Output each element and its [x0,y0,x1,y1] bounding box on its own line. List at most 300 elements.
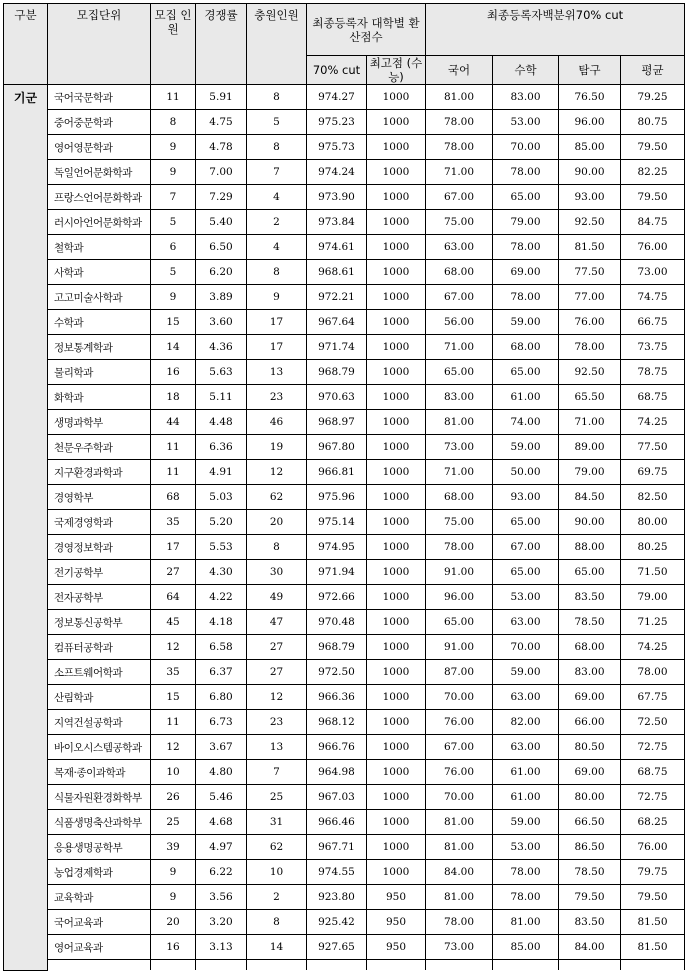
competition-cell: 5.11 [196,385,247,410]
table-row [4,85,685,110]
average-cell: 74.25 [621,410,685,435]
inquiry-cell: 81.50 [559,235,621,260]
korean-cell: 78.00 [426,135,493,160]
header-cut70: 70% cut [307,56,367,85]
dept-cell: 교육학과 [48,885,151,910]
max-score-cell: 1000 [367,785,426,810]
cut70-cell: 970.48 [307,610,367,635]
table-row [4,835,685,860]
cut70-cell: 966.46 [307,810,367,835]
dept-cell: 고고미술사학과 [48,285,151,310]
math-cell: 70.00 [493,135,559,160]
max-score-cell: 1000 [367,335,426,360]
dept-cell: 천문우주학과 [48,435,151,460]
quota-cell: 25 [151,810,196,835]
extra-cell: 49 [247,585,307,610]
cut70-cell: 972.50 [307,660,367,685]
extra-cell: 27 [247,635,307,660]
quota-cell: 68 [151,485,196,510]
max-score-cell: 1000 [367,110,426,135]
math-cell: 63.00 [493,735,559,760]
table-row-cutoff [4,960,685,971]
cut70-cell: 975.96 [307,485,367,510]
dept-cell: 응용생명공학부 [48,835,151,860]
quota-cell: 18 [151,385,196,410]
table-row [4,360,685,385]
dept-cell: 프랑스언어문화학과 [48,185,151,210]
average-cell: 68.25 [621,810,685,835]
math-cell: 83.00 [493,85,559,110]
cut70-cell: 975.73 [307,135,367,160]
inquiry-cell: 86.50 [559,835,621,860]
korean-cell: 70.00 [426,785,493,810]
competition-cell: 6.37 [196,660,247,685]
header-dept: 모집단위 [48,4,151,85]
cut70-cell: 972.21 [307,285,367,310]
empty-cell [367,960,426,971]
dept-cell: 지역건설공학과 [48,710,151,735]
average-cell: 79.50 [621,885,685,910]
max-score-cell: 1000 [367,635,426,660]
group-label: 기군 [4,85,48,971]
table-row [4,735,685,760]
math-cell: 50.00 [493,460,559,485]
cut70-cell: 974.95 [307,535,367,560]
math-cell: 65.00 [493,185,559,210]
cut70-cell: 972.66 [307,585,367,610]
korean-cell: 78.00 [426,910,493,935]
average-cell: 76.00 [621,235,685,260]
average-cell: 79.75 [621,860,685,885]
average-cell: 79.50 [621,185,685,210]
quota-cell: 15 [151,685,196,710]
cut70-cell: 974.55 [307,860,367,885]
table-row [4,860,685,885]
extra-cell: 30 [247,560,307,585]
inquiry-cell: 77.00 [559,285,621,310]
math-cell: 63.00 [493,685,559,710]
extra-cell: 17 [247,310,307,335]
extra-cell: 23 [247,710,307,735]
cut70-cell: 968.12 [307,710,367,735]
header-gubun: 구분 [4,4,48,85]
max-score-cell: 950 [367,885,426,910]
average-cell: 67.75 [621,685,685,710]
average-cell: 73.00 [621,260,685,285]
max-score-cell: 1000 [367,860,426,885]
dept-cell: 국어교육과 [48,910,151,935]
inquiry-cell: 83.50 [559,910,621,935]
max-score-cell: 1000 [367,410,426,435]
competition-cell: 6.73 [196,710,247,735]
inquiry-cell: 96.00 [559,110,621,135]
max-score-cell: 1000 [367,485,426,510]
dept-cell: 국제경영학과 [48,510,151,535]
max-score-cell: 1000 [367,210,426,235]
average-cell: 77.50 [621,435,685,460]
empty-cell [559,960,621,971]
extra-cell: 7 [247,760,307,785]
extra-cell: 12 [247,460,307,485]
extra-cell: 62 [247,485,307,510]
empty-cell [307,960,367,971]
competition-cell: 4.18 [196,610,247,635]
table-row [4,585,685,610]
table-row [4,435,685,460]
quota-cell: 45 [151,610,196,635]
extra-cell: 17 [247,335,307,360]
header-max-score: 최고점 (수능) [367,56,426,85]
competition-cell: 6.58 [196,635,247,660]
empty-cell [426,960,493,971]
max-score-cell: 1000 [367,560,426,585]
cut70-cell: 968.97 [307,410,367,435]
korean-cell: 83.00 [426,385,493,410]
max-score-cell: 1000 [367,85,426,110]
competition-cell: 4.97 [196,835,247,860]
header-average: 평균 [621,56,685,85]
quota-cell: 11 [151,460,196,485]
dept-cell: 국어국문학과 [48,85,151,110]
average-cell: 80.75 [621,110,685,135]
header-competition: 경쟁률 [196,4,247,85]
cut70-cell: 970.63 [307,385,367,410]
table-row [4,260,685,285]
korean-cell: 87.00 [426,660,493,685]
quota-cell: 16 [151,935,196,960]
inquiry-cell: 90.00 [559,510,621,535]
korean-cell: 68.00 [426,260,493,285]
average-cell: 74.75 [621,285,685,310]
table-row [4,685,685,710]
quota-cell: 20 [151,910,196,935]
average-cell: 79.25 [621,85,685,110]
inquiry-cell: 92.50 [559,210,621,235]
cut70-cell: 966.76 [307,735,367,760]
max-score-cell: 1000 [367,610,426,635]
inquiry-cell: 65.50 [559,385,621,410]
average-cell: 79.50 [621,135,685,160]
table-row [4,560,685,585]
header-inquiry: 탐구 [559,56,621,85]
math-cell: 61.00 [493,785,559,810]
header-final-score-group: 최종등록자 대학별 환산점수 [307,4,426,56]
average-cell: 72.75 [621,785,685,810]
max-score-cell: 1000 [367,285,426,310]
max-score-cell: 1000 [367,735,426,760]
cut70-cell: 973.90 [307,185,367,210]
quota-cell: 11 [151,710,196,735]
extra-cell: 8 [247,910,307,935]
competition-cell: 5.63 [196,360,247,385]
extra-cell: 13 [247,735,307,760]
math-cell: 74.00 [493,410,559,435]
extra-cell: 8 [247,260,307,285]
dept-cell: 영어교육과 [48,935,151,960]
average-cell: 78.00 [621,660,685,685]
average-cell: 69.75 [621,460,685,485]
math-cell: 78.00 [493,860,559,885]
average-cell: 71.50 [621,560,685,585]
inquiry-cell: 76.50 [559,85,621,110]
dept-cell: 사학과 [48,260,151,285]
dept-cell: 식물자원환경화학부 [48,785,151,810]
competition-cell: 5.53 [196,535,247,560]
math-cell: 65.00 [493,360,559,385]
korean-cell: 71.00 [426,460,493,485]
korean-cell: 63.00 [426,235,493,260]
dept-cell: 전자공학부 [48,585,151,610]
dept-cell: 목재·종이과학과 [48,760,151,785]
math-cell: 59.00 [493,810,559,835]
competition-cell: 5.40 [196,210,247,235]
cut70-cell: 971.94 [307,560,367,585]
cut70-cell: 923.80 [307,885,367,910]
korean-cell: 76.00 [426,710,493,735]
korean-cell: 81.00 [426,410,493,435]
extra-cell: 14 [247,935,307,960]
extra-cell: 8 [247,535,307,560]
competition-cell: 4.36 [196,335,247,360]
table-row [4,335,685,360]
max-score-cell: 1000 [367,310,426,335]
average-cell: 72.50 [621,710,685,735]
max-score-cell: 1000 [367,260,426,285]
header-korean: 국어 [426,56,493,85]
cut70-cell: 975.14 [307,510,367,535]
max-score-cell: 1000 [367,685,426,710]
cut70-cell: 964.98 [307,760,367,785]
math-cell: 53.00 [493,110,559,135]
max-score-cell: 1000 [367,160,426,185]
cut70-cell: 925.42 [307,910,367,935]
competition-cell: 6.50 [196,235,247,260]
average-cell: 81.50 [621,935,685,960]
header-quota: 모집 인원 [151,4,196,85]
average-cell: 74.25 [621,635,685,660]
extra-cell: 4 [247,185,307,210]
inquiry-cell: 68.00 [559,635,621,660]
inquiry-cell: 79.00 [559,460,621,485]
empty-cell [493,960,559,971]
max-score-cell: 1000 [367,460,426,485]
competition-cell: 5.20 [196,510,247,535]
cut70-cell: 968.79 [307,360,367,385]
quota-cell: 9 [151,860,196,885]
table-row [4,710,685,735]
extra-cell: 47 [247,610,307,635]
korean-cell: 75.00 [426,210,493,235]
max-score-cell: 1000 [367,835,426,860]
korean-cell: 70.00 [426,685,493,710]
table-row [4,660,685,685]
cut70-cell: 967.03 [307,785,367,810]
competition-cell: 6.80 [196,685,247,710]
competition-cell: 3.60 [196,310,247,335]
max-score-cell: 950 [367,935,426,960]
competition-cell: 4.78 [196,135,247,160]
cut70-cell: 927.65 [307,935,367,960]
extra-cell: 62 [247,835,307,860]
table-row [4,610,685,635]
inquiry-cell: 66.00 [559,710,621,735]
dept-cell: 수학과 [48,310,151,335]
header-extra: 충원인원 [247,4,307,85]
korean-cell: 68.00 [426,485,493,510]
math-cell: 78.00 [493,885,559,910]
inquiry-cell: 80.00 [559,785,621,810]
dept-cell: 정보통신공학부 [48,610,151,635]
average-cell: 73.75 [621,335,685,360]
inquiry-cell: 88.00 [559,535,621,560]
inquiry-cell: 84.00 [559,935,621,960]
table-body [4,85,685,971]
korean-cell: 65.00 [426,360,493,385]
dept-cell: 경영정보학과 [48,535,151,560]
competition-cell: 3.89 [196,285,247,310]
competition-cell: 3.67 [196,735,247,760]
dept-cell: 정보통계학과 [48,335,151,360]
competition-cell: 4.48 [196,410,247,435]
extra-cell: 7 [247,160,307,185]
math-cell: 61.00 [493,385,559,410]
korean-cell: 76.00 [426,760,493,785]
average-cell: 80.00 [621,510,685,535]
quota-cell: 27 [151,560,196,585]
empty-cell [196,960,247,971]
table-row [4,810,685,835]
max-score-cell: 1000 [367,760,426,785]
max-score-cell: 1000 [367,810,426,835]
math-cell: 61.00 [493,760,559,785]
math-cell: 53.00 [493,585,559,610]
korean-cell: 78.00 [426,110,493,135]
math-cell: 63.00 [493,610,559,635]
extra-cell: 8 [247,135,307,160]
average-cell: 81.50 [621,910,685,935]
inquiry-cell: 79.50 [559,885,621,910]
extra-cell: 20 [247,510,307,535]
table-row [4,460,685,485]
table-row [4,135,685,160]
quota-cell: 5 [151,210,196,235]
korean-cell: 67.00 [426,185,493,210]
korean-cell: 81.00 [426,85,493,110]
dept-cell: 소프트웨어학과 [48,660,151,685]
quota-cell: 17 [151,535,196,560]
math-cell: 59.00 [493,660,559,685]
max-score-cell: 1000 [367,535,426,560]
korean-cell: 56.00 [426,310,493,335]
math-cell: 53.00 [493,835,559,860]
quota-cell: 9 [151,135,196,160]
quota-cell: 5 [151,260,196,285]
quota-cell: 16 [151,360,196,385]
empty-cell [48,960,151,971]
korean-cell: 91.00 [426,560,493,585]
math-cell: 68.00 [493,335,559,360]
quota-cell: 26 [151,785,196,810]
competition-cell: 4.22 [196,585,247,610]
dept-cell: 농업경제학과 [48,860,151,885]
competition-cell: 3.56 [196,885,247,910]
cut70-cell: 966.81 [307,460,367,485]
extra-cell: 25 [247,785,307,810]
dept-cell: 바이오시스템공학과 [48,735,151,760]
quota-cell: 44 [151,410,196,435]
average-cell: 82.50 [621,485,685,510]
dept-cell: 독일언어문화학과 [48,160,151,185]
math-cell: 78.00 [493,160,559,185]
table-row [4,910,685,935]
korean-cell: 81.00 [426,835,493,860]
extra-cell: 8 [247,85,307,110]
math-cell: 78.00 [493,235,559,260]
table-row [4,285,685,310]
math-cell: 65.00 [493,560,559,585]
cut70-cell: 968.61 [307,260,367,285]
inquiry-cell: 69.00 [559,685,621,710]
average-cell: 76.00 [621,835,685,860]
table-row [4,410,685,435]
dept-cell: 물리학과 [48,360,151,385]
math-cell: 70.00 [493,635,559,660]
quota-cell: 10 [151,760,196,785]
table-row [4,885,685,910]
quota-cell: 8 [151,110,196,135]
average-cell: 80.25 [621,535,685,560]
average-cell: 82.25 [621,160,685,185]
competition-cell: 5.46 [196,785,247,810]
extra-cell: 9 [247,285,307,310]
quota-cell: 9 [151,885,196,910]
inquiry-cell: 85.00 [559,135,621,160]
korean-cell: 73.00 [426,435,493,460]
dept-cell: 산림학과 [48,685,151,710]
extra-cell: 27 [247,660,307,685]
inquiry-cell: 92.50 [559,360,621,385]
table-row [4,535,685,560]
quota-cell: 11 [151,435,196,460]
max-score-cell: 1000 [367,435,426,460]
korean-cell: 84.00 [426,860,493,885]
quota-cell: 7 [151,185,196,210]
empty-cell [247,960,307,971]
inquiry-cell: 77.50 [559,260,621,285]
extra-cell: 10 [247,860,307,885]
max-score-cell: 1000 [367,135,426,160]
math-cell: 93.00 [493,485,559,510]
inquiry-cell: 83.50 [559,585,621,610]
dept-cell: 영어영문학과 [48,135,151,160]
inquiry-cell: 78.50 [559,610,621,635]
average-cell: 78.75 [621,360,685,385]
inquiry-cell: 66.50 [559,810,621,835]
cut70-cell: 974.61 [307,235,367,260]
quota-cell: 9 [151,285,196,310]
inquiry-cell: 78.50 [559,860,621,885]
table-row [4,110,685,135]
competition-cell: 3.13 [196,935,247,960]
average-cell: 66.75 [621,310,685,335]
competition-cell: 5.03 [196,485,247,510]
math-cell: 65.00 [493,510,559,535]
cut70-cell: 967.64 [307,310,367,335]
table-row [4,760,685,785]
quota-cell: 15 [151,310,196,335]
dept-cell: 식품생명축산과학부 [48,810,151,835]
average-cell: 68.75 [621,385,685,410]
